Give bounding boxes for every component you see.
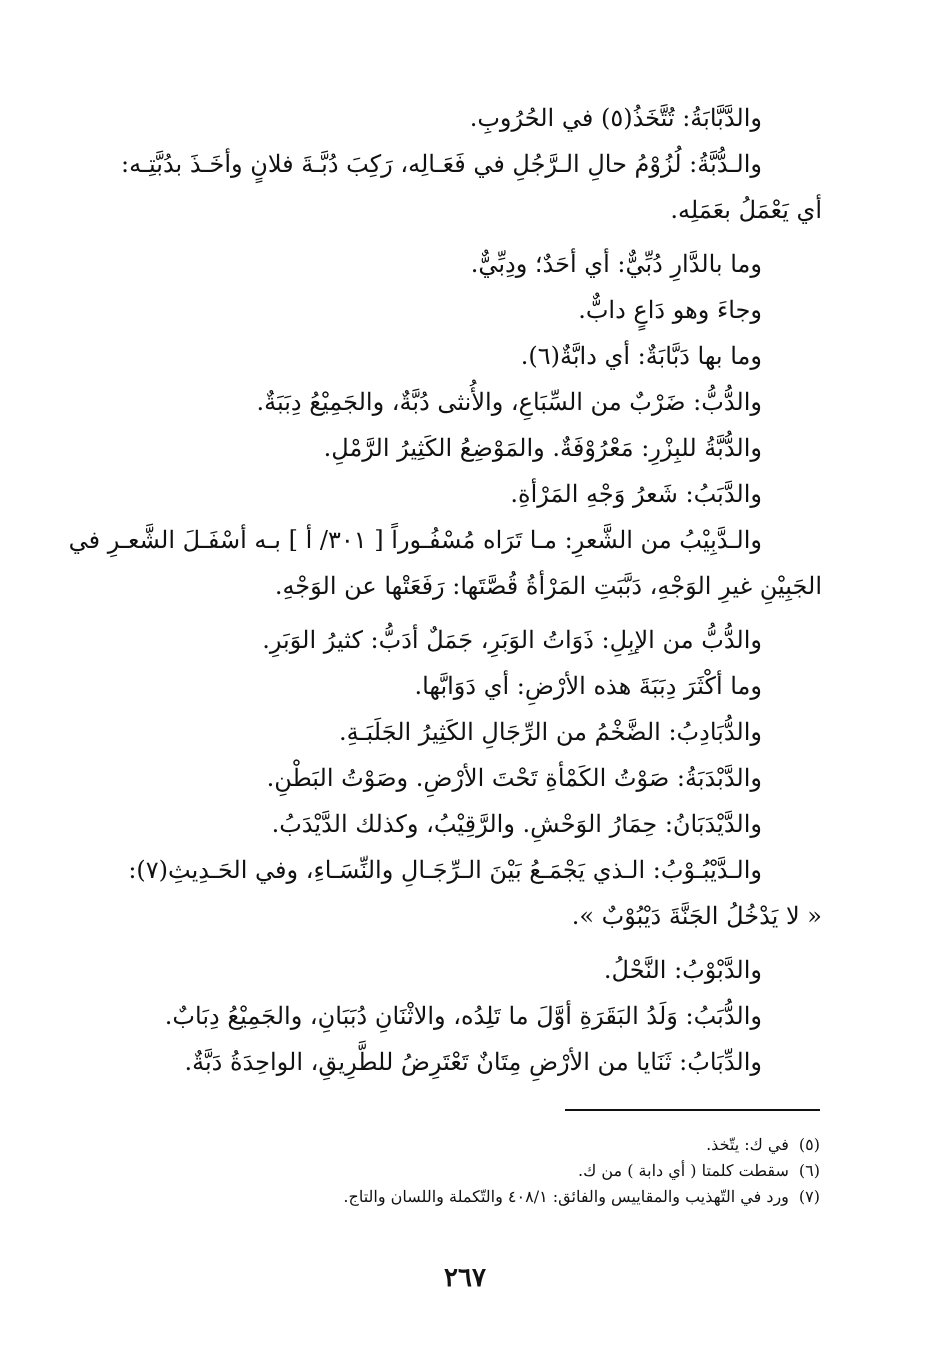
- footnote-divider: [565, 1109, 820, 1111]
- footnote-text: سقطت كلمتا ( أي دابة ) من ك.: [578, 1161, 789, 1180]
- text-line: والدُّبَادِبُ: الضَّخْمُ من الرِّجَالِ الكَثِيرُ الجَلَبَـةِ.: [338, 718, 762, 746]
- footnotes: [100, 1132, 820, 1210]
- footnote: [100, 1132, 820, 1158]
- text-line: وما بالدَّارِ دُبِّيٌّ: أي أحَدٌ؛ ودِبِّيٌّ.: [470, 250, 762, 278]
- footnote-text: في ك: يتّخذ.: [706, 1135, 789, 1154]
- main-text: [68, 95, 822, 1085]
- text-line: والدُّبُّ من الإبِلِ: ذَوَاتُ الوَبَرِ، جَمَلٌ أدَبُّ: كثيرُ الوَبَرِ.: [262, 626, 762, 654]
- text-line: وما أكْثَرَ دِبَبَةَ هذه الأرْضِ: أي دَوَابَّها.: [414, 672, 762, 700]
- footnote-text: ورد في التّهذيب والمقاييس والفائق: ٤٠٨/١ والتّكملة واللسان والتاج.: [343, 1187, 789, 1206]
- text-line: والدَّيْدَبَانُ: حِمَارُ الوَحْشِ. والرَّقِيْبُ، وكذلك الدَّيْدَبُ.: [271, 810, 762, 838]
- text-line: « لا يَدْخُلُ الجَنَّةَ دَيْبُوْبٌ ».: [571, 902, 822, 930]
- footnote-number: (٧): [798, 1187, 820, 1206]
- text-line: وما بها دَبَّابَةٌ: أي دابَّةٌ(٦).: [520, 342, 762, 370]
- text-line: والدَّبْدَبَةُ: صَوْتُ الكَمْأةِ تَحْتَ الأرْضِ. وصَوْتُ البَطْنِ.: [266, 764, 762, 792]
- footnote: [100, 1158, 820, 1184]
- text-line: والدِّبَابُ: ثَنَايا من الأرْضِ مِتَانٌ تَعْتَرِضُ للطَّرِيقِ، الواحِدَةُ دَبَّةٌ.: [184, 1048, 762, 1076]
- text-line: أي يَعْمَلُ بعَمَلِه.: [670, 196, 822, 224]
- page-number: ٢٦٧: [444, 1263, 486, 1293]
- footnote-number: (٥): [798, 1135, 820, 1154]
- text-line: والـدَّيْبُـوْبُ: الـذي يَجْمَـعُ بَيْنَ الـرِّجَـالِ والنِّسَـاءِ، وفي الحَـدِيثِ(٧):: [128, 856, 762, 884]
- text-line: والدَّبَّابَةُ: تُتَّخَذُ(٥) في الحُرُوبِ.: [469, 104, 762, 132]
- text-line: والدُّبُّ: ضَرْبٌ من السِّبَاعِ، والأُنثى دُبَّةٌ، والجَمِيْعُ دِبَبَةٌ.: [256, 388, 762, 416]
- text-line: والدُّبَّةُ للبِزْرِ: مَعْرُوْفَةٌ. والمَوْضِعُ الكَثِيرُ الرَّمْلِ.: [323, 434, 762, 462]
- text-line: والدُّبَبُ: وَلَدُ البَقَرَةِ أوَّلَ ما تَلِدُه، والاثْنَانِ دُبَبَانِ، والجَمِيْعُ دِبَابٌ.: [164, 1002, 762, 1030]
- text-line: الجَبِيْنِ غيرِ الوَجْهِ، دَبَّبَتِ المَرْأةُ قُصَّتَها: رَفَعَتْها عن الوَجْهِ.: [274, 572, 822, 600]
- text-line: والـدُّبَّةُ: لُزُوْمُ حالِ الـرَّجُلِ في فَعَـالِه، رَكِبَ دُبَّـةَ فلانٍ وأخَـذَ بدُبَّتِـه:: [121, 150, 762, 178]
- text-line: والدَّبْوْبُ: النَّحْلُ.: [603, 956, 762, 984]
- text-line: والدَّبَبُ: شَعرُ وَجْهِ المَرْأةِ.: [510, 480, 762, 508]
- text-line: والـدَّبِيْبُ من الشَّعرِ: مـا تَرَاه مُسْفُـوراً [ ٣٠١/ أ ] بـه أسْفَـلَ الشَّعـرِ في: [68, 526, 762, 554]
- text-line: وجاءَ وهو دَاعٍ دابٌّ.: [578, 296, 762, 324]
- footnote-number: (٦): [798, 1161, 820, 1180]
- footnote: [100, 1184, 820, 1210]
